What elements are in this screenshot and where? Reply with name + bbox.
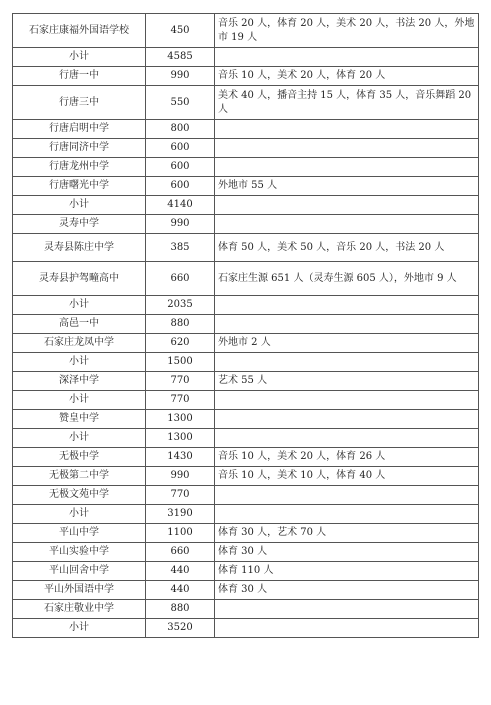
school-name-cell: 行唐曙光中学 <box>13 177 146 196</box>
school-name-cell: 行唐一中 <box>13 67 146 86</box>
school-name-cell: 小计 <box>13 353 146 372</box>
table-row <box>13 448 479 467</box>
remarks-cell <box>215 296 479 315</box>
quota-cell: 1430 <box>146 448 215 467</box>
remarks-cell: 外地市 2 人 <box>215 334 479 353</box>
remarks-cell <box>215 505 479 524</box>
remarks-cell: 体育 30 人，艺术 70 人 <box>215 524 479 543</box>
school-name-cell: 石家庄康福外国语学校 <box>13 14 146 48</box>
quota-cell: 880 <box>146 315 215 334</box>
table-row <box>13 391 479 410</box>
table-row <box>13 234 479 262</box>
table-row <box>13 372 479 391</box>
school-name-cell: 无极文苑中学 <box>13 486 146 505</box>
school-name-cell: 平山中学 <box>13 524 146 543</box>
school-name-cell: 行唐同济中学 <box>13 139 146 158</box>
remarks-cell <box>215 196 479 215</box>
table-row <box>13 486 479 505</box>
table-row <box>13 67 479 86</box>
table-row <box>13 410 479 429</box>
remarks-cell: 艺术 55 人 <box>215 372 479 391</box>
quota-cell: 600 <box>146 139 215 158</box>
remarks-cell: 体育 30 人 <box>215 543 479 562</box>
school-name-cell: 无极中学 <box>13 448 146 467</box>
remarks-cell: 美术 40 人，播音主持 15 人，体育 35 人，音乐舞蹈 20 人 <box>215 86 479 120</box>
school-name-cell: 小计 <box>13 196 146 215</box>
remarks-cell <box>215 619 479 638</box>
quota-cell: 770 <box>146 391 215 410</box>
school-name-cell: 灵寿县陈庄中学 <box>13 234 146 262</box>
table-row <box>13 353 479 372</box>
remarks-cell <box>215 600 479 619</box>
quota-cell: 450 <box>146 14 215 48</box>
quota-cell: 990 <box>146 467 215 486</box>
table-row <box>13 120 479 139</box>
quota-cell: 880 <box>146 600 215 619</box>
remarks-cell <box>215 391 479 410</box>
school-name-cell: 行唐龙州中学 <box>13 158 146 177</box>
quota-cell: 800 <box>146 120 215 139</box>
table-row <box>13 619 479 638</box>
remarks-cell: 音乐 10 人，美术 20 人，体育 20 人 <box>215 67 479 86</box>
quota-cell: 660 <box>146 543 215 562</box>
table-row <box>13 48 479 67</box>
remarks-cell <box>215 429 479 448</box>
quota-cell: 550 <box>146 86 215 120</box>
enrollment-table <box>12 13 479 638</box>
quota-cell: 440 <box>146 562 215 581</box>
table-row <box>13 86 479 120</box>
table-row <box>13 524 479 543</box>
quota-cell: 4585 <box>146 48 215 67</box>
table-row <box>13 196 479 215</box>
school-name-cell: 平山实验中学 <box>13 543 146 562</box>
table-row <box>13 158 479 177</box>
quota-cell: 620 <box>146 334 215 353</box>
table-body <box>13 14 479 638</box>
quota-cell: 770 <box>146 486 215 505</box>
remarks-cell <box>215 139 479 158</box>
school-name-cell: 灵寿中学 <box>13 215 146 234</box>
quota-cell: 990 <box>146 67 215 86</box>
quota-cell: 3520 <box>146 619 215 638</box>
school-name-cell: 小计 <box>13 391 146 410</box>
school-name-cell: 石家庄龙凤中学 <box>13 334 146 353</box>
remarks-cell: 外地市 55 人 <box>215 177 479 196</box>
remarks-cell: 音乐 20 人，体育 20 人，美术 20 人，书法 20 人，外地市 19 人 <box>215 14 479 48</box>
remarks-cell <box>215 315 479 334</box>
table-row <box>13 139 479 158</box>
table-row <box>13 334 479 353</box>
school-name-cell: 小计 <box>13 429 146 448</box>
remarks-cell: 体育 50 人，美术 50 人，音乐 20 人，书法 20 人 <box>215 234 479 262</box>
school-name-cell: 行唐三中 <box>13 86 146 120</box>
school-name-cell: 赞皇中学 <box>13 410 146 429</box>
table-row <box>13 467 479 486</box>
quota-cell: 4140 <box>146 196 215 215</box>
table-row <box>13 505 479 524</box>
table-row <box>13 429 479 448</box>
remarks-cell <box>215 410 479 429</box>
school-name-cell: 小计 <box>13 505 146 524</box>
school-name-cell: 平山外国语中学 <box>13 581 146 600</box>
table-row <box>13 562 479 581</box>
remarks-cell <box>215 486 479 505</box>
remarks-cell: 体育 110 人 <box>215 562 479 581</box>
table-row <box>13 543 479 562</box>
school-name-cell: 石家庄敬业中学 <box>13 600 146 619</box>
school-name-cell: 行唐启明中学 <box>13 120 146 139</box>
remarks-cell <box>215 120 479 139</box>
remarks-cell <box>215 353 479 372</box>
quota-cell: 600 <box>146 177 215 196</box>
quota-cell: 3190 <box>146 505 215 524</box>
remarks-cell <box>215 158 479 177</box>
school-name-cell: 小计 <box>13 48 146 67</box>
table-row <box>13 177 479 196</box>
remarks-cell: 体育 30 人 <box>215 581 479 600</box>
quota-cell: 1300 <box>146 429 215 448</box>
remarks-cell: 石家庄生源 651 人（灵寿生源 605 人），外地市 9 人 <box>215 262 479 296</box>
quota-cell: 600 <box>146 158 215 177</box>
quota-cell: 2035 <box>146 296 215 315</box>
remarks-cell: 音乐 10 人，美术 20 人，体育 26 人 <box>215 448 479 467</box>
quota-cell: 660 <box>146 262 215 296</box>
quota-cell: 770 <box>146 372 215 391</box>
school-name-cell: 灵寿县护驾疃高中 <box>13 262 146 296</box>
quota-cell: 1300 <box>146 410 215 429</box>
school-name-cell: 平山回舍中学 <box>13 562 146 581</box>
remarks-cell <box>215 215 479 234</box>
quota-cell: 990 <box>146 215 215 234</box>
remarks-cell: 音乐 10 人，美术 10 人，体育 40 人 <box>215 467 479 486</box>
quota-cell: 1100 <box>146 524 215 543</box>
school-name-cell: 小计 <box>13 619 146 638</box>
table-row <box>13 262 479 296</box>
table-row <box>13 581 479 600</box>
quota-cell: 1500 <box>146 353 215 372</box>
school-name-cell: 无极第二中学 <box>13 467 146 486</box>
school-name-cell: 深泽中学 <box>13 372 146 391</box>
quota-cell: 385 <box>146 234 215 262</box>
remarks-cell <box>215 48 479 67</box>
table-row <box>13 315 479 334</box>
table-row <box>13 296 479 315</box>
quota-cell: 440 <box>146 581 215 600</box>
table-row <box>13 215 479 234</box>
table-row <box>13 600 479 619</box>
table-row <box>13 14 479 48</box>
school-name-cell: 小计 <box>13 296 146 315</box>
school-name-cell: 高邑一中 <box>13 315 146 334</box>
